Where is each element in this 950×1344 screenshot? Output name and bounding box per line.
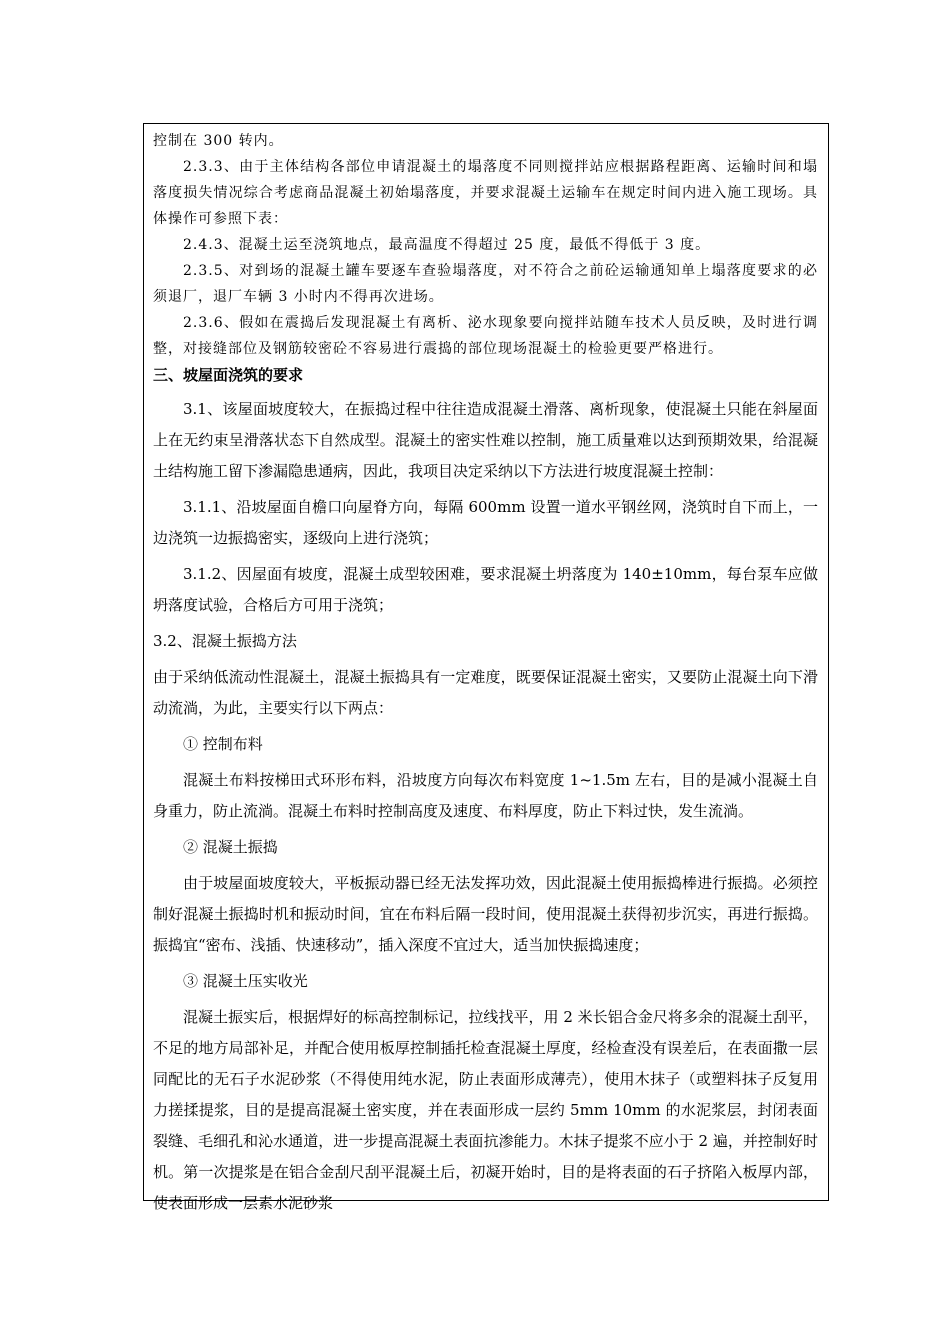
paragraph-compaction: 混凝土振实后，根据焊好的标高控制标记，拉线找平，用 2 米长铝合金尺将多余的混凝土刮平，不足的地方局部补足，并配合使用板厚控制插托检查混凝土厚度，经检查没有误差后，在表面撒一层同配比的无石子水泥砂浆（不得使用纯水泥，防止表面形成薄壳），使用木抹子（或塑料抹子反复用力搓揉提浆，目的是提高混凝土密实度，并在表面形成一层约 5mm 10mm 的水泥浆层，封闭表面裂缝、毛细孔和沁水通道，进一步提高混凝土表面抗渗能力。木抹子提浆不应小于 2 遍，并控制好时机。第一次提浆是在铝合金刮尺刮平混凝土后，初凝开始时，目的是将表面的石子挤陷入板厚内部，使表面形成一层素水泥砂浆 [153, 1008, 818, 1212]
paragraph-2-3-5: 2.3.5、对到场的混凝土罐车要逐车查验塌落度，对不符合之前砼运输通知单上塌落度要求的必须退厂，退厂车辆 3 小时内不得再次进场。 [153, 263, 818, 305]
subheading-vibration: ② 混凝土振捣 [183, 838, 278, 856]
paragraph-vibration: 由于坡屋面坡度较大，平板振动器已经无法发挥功效，因此混凝土使用振捣棒进行振捣。必须控制好混凝土振捣时机和振动时间，宜在布料后隔一段时间，使用混凝土获得初步沉实，再进行振捣。振捣宜“密布、浅插、快速移动”，插入深度不宜过大，适当加快振捣速度； [153, 874, 818, 954]
paragraph-3-1: 3.1、该屋面坡度较大，在振捣过程中往往造成混凝土滑落、离析现象，使混凝土只能在斜屋面上在无约束呈滑落状态下自然成型。混凝土的密实性难以控制，施工质量难以达到预期效果，给混凝土结构施工留下渗漏隐患通病，因此，我项目决定采纳以下方法进行坡度混凝土控制： [153, 400, 818, 480]
subheading-compaction: ③ 混凝土压实收光 [183, 972, 308, 990]
paragraph-3-2-title: 3.2、混凝土振捣方法 [153, 632, 297, 650]
paragraph-2-4-3: 2.4.3、混凝土运至浇筑地点，最高温度不得超过 25 度，最低不得低于 3 度。 [183, 237, 711, 253]
document-content [153, 128, 818, 1224]
paragraph-3-1-1: 3.1.1、沿坡屋面自檐口向屋脊方向，每隔 600mm 设置一道水平钢丝网，浇筑时自下而上，一边浇筑一边振捣密实，逐级向上进行浇筑； [153, 498, 818, 547]
paragraph-vibration-intro: 由于采纳低流动性混凝土，混凝土振捣具有一定难度，既要保证混凝土密实，又要防止混凝土向下滑动流淌，为此，主要实行以下两点： [153, 668, 818, 717]
paragraph-3-1-2: 3.1.2、因屋面有坡度，混凝土成型较困难，要求混凝土坍落度为 140±10mm，每台泵车应做坍落度试验，合格后方可用于浇筑； [153, 565, 818, 614]
document-frame [143, 123, 829, 1212]
subheading-distribution: ① 控制布料 [183, 735, 263, 753]
paragraph-continuation: 控制在 300 转内。 [153, 133, 284, 149]
section-heading: 三、坡屋面浇筑的要求 [153, 366, 304, 384]
paragraph-2-3-6: 2.3.6、假如在震捣后发现混凝土有离析、泌水现象要向搅拌站随车技术人员反映，及时进行调整，对接缝部位及钢筋较密砼不容易进行震捣的部位现场混凝土的检验更要严格进行。 [153, 315, 818, 357]
paragraph-2-3-3: 2.3.3、由于主体结构各部位申请混凝土的塌落度不同则搅拌站应根据路程距离、运输时间和塌落度损失情况综合考虑商品混凝土初始塌落度，并要求混凝土运输车在规定时间内进入施工现场。具体操作可参照下表： [153, 159, 818, 227]
paragraph-distribution: 混凝土布料按梯田式环形布料，沿坡度方向每次布料宽度 1~1.5m 左右，目的是减小混凝土自身重力，防止流淌。混凝土布料时控制高度及速度、布料厚度，防止下料过快，发生流淌。 [153, 771, 818, 820]
